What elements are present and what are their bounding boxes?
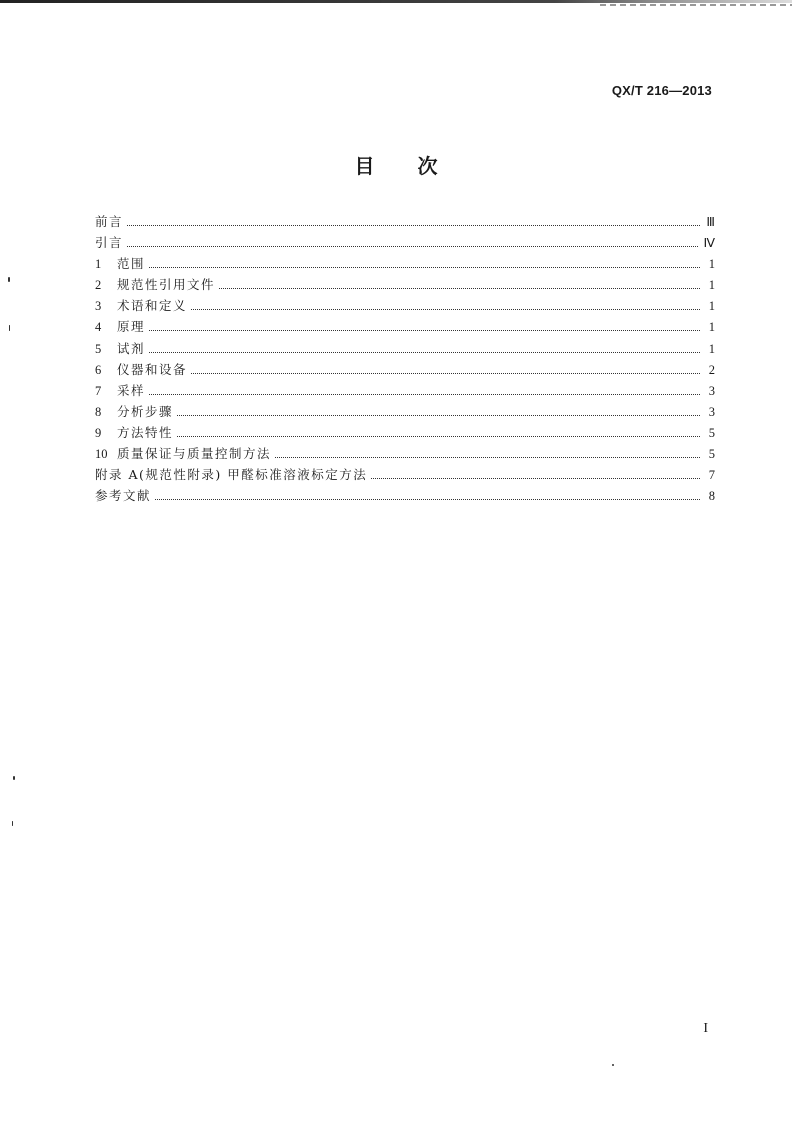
toc-leader-dots: [177, 436, 700, 437]
toc-entry-label: 前言: [95, 214, 124, 229]
toc-entry-number: 2: [95, 278, 102, 293]
toc-entry-label: 术语和定义: [117, 298, 188, 314]
toc-entry-label: 采样: [117, 382, 146, 398]
toc-entry-page: 3: [708, 383, 715, 398]
toc-entry-label: 方法特性: [117, 424, 174, 440]
toc-entry-page: 1: [708, 299, 715, 314]
toc-entry-foreword[interactable]: [95, 211, 715, 232]
toc-entry-page: 1: [708, 341, 715, 356]
toc-entry-2[interactable]: [95, 274, 715, 295]
toc-leader-dots: [149, 352, 700, 353]
toc-entry-introduction[interactable]: [95, 232, 715, 253]
toc-entry-page: 2: [708, 362, 715, 377]
toc-entry-label: 试剂: [117, 340, 146, 356]
toc-entry-5[interactable]: [95, 338, 715, 359]
toc-entry-label: 附录 A(规范性附录) 甲醛标准溶液标定方法: [95, 467, 368, 483]
toc-entry-4[interactable]: [95, 316, 715, 337]
toc-entry-label: 参考文献: [95, 488, 152, 504]
toc-title: 目 次: [354, 154, 438, 178]
toc-entry-page: 5: [708, 425, 715, 440]
page-number: I: [703, 1021, 708, 1036]
toc-entry-1[interactable]: [95, 253, 715, 274]
scan-speck: [8, 277, 10, 282]
toc-leader-dots: [149, 330, 700, 331]
scan-edge: [0, 0, 792, 3]
toc-entry-9[interactable]: [95, 422, 715, 443]
toc-entry-page: 1: [708, 257, 715, 272]
toc-leader-dots: [371, 478, 700, 479]
toc-entry-page: 8: [708, 489, 715, 504]
toc-entry-page: 1: [708, 320, 715, 335]
toc-entry-label: 规范性引用文件: [117, 277, 216, 293]
toc-entry-number: 9: [95, 425, 102, 440]
toc-entry-10[interactable]: [95, 443, 715, 464]
toc-entry-6[interactable]: [95, 359, 715, 380]
toc-entry-page: 3: [708, 404, 715, 419]
scan-speck: [9, 325, 10, 331]
toc-leader-dots: [191, 309, 700, 310]
toc-entry-number: 7: [95, 383, 102, 398]
toc-entry-page: 1: [708, 278, 715, 293]
toc-entry-number: 4: [95, 320, 102, 335]
toc-leader-dots: [127, 225, 700, 226]
scan-speck: [12, 821, 13, 826]
toc-leader-dots: [275, 457, 700, 458]
toc-leader-dots: [177, 415, 700, 416]
toc-entry-label: 分析步骤: [117, 403, 174, 419]
toc-entry-label: 原理: [117, 319, 146, 335]
toc-list: [95, 211, 715, 506]
toc-entry-appendix-a[interactable]: [95, 464, 715, 485]
toc-entry-references[interactable]: [95, 485, 715, 506]
toc-entry-number: 6: [95, 362, 102, 377]
scan-edge-dots: [600, 4, 792, 6]
toc-entry-number: 5: [95, 341, 102, 356]
toc-leader-dots: [127, 246, 698, 247]
toc-entry-page: 7: [708, 468, 715, 483]
toc-leader-dots: [219, 288, 700, 289]
toc-entry-number: 8: [95, 404, 102, 419]
scan-speck: [612, 1064, 614, 1066]
toc-entry-page: Ⅲ: [706, 215, 715, 229]
toc-entry-number: 1: [95, 257, 102, 272]
toc-entry-page: Ⅳ: [703, 236, 715, 251]
toc-leader-dots: [149, 267, 700, 268]
toc-entry-number: 3: [95, 299, 102, 314]
scan-speck: [13, 776, 15, 780]
toc-entry-label: 仪器和设备: [117, 361, 188, 377]
toc-leader-dots: [155, 499, 700, 500]
toc-leader-dots: [191, 373, 700, 374]
toc-leader-dots: [149, 394, 700, 395]
toc-entry-8[interactable]: [95, 401, 715, 422]
toc-entry-label: 范围: [117, 256, 146, 272]
toc-entry-page: 5: [708, 447, 715, 462]
standard-code: QX/T 216—2013: [611, 83, 712, 98]
toc-entry-7[interactable]: [95, 380, 715, 401]
toc-entry-label: 质量保证与质量控制方法: [117, 446, 272, 462]
toc-entry-label: 引言: [95, 235, 124, 251]
toc-entry-3[interactable]: [95, 295, 715, 316]
toc-entry-number: 10: [95, 447, 108, 462]
